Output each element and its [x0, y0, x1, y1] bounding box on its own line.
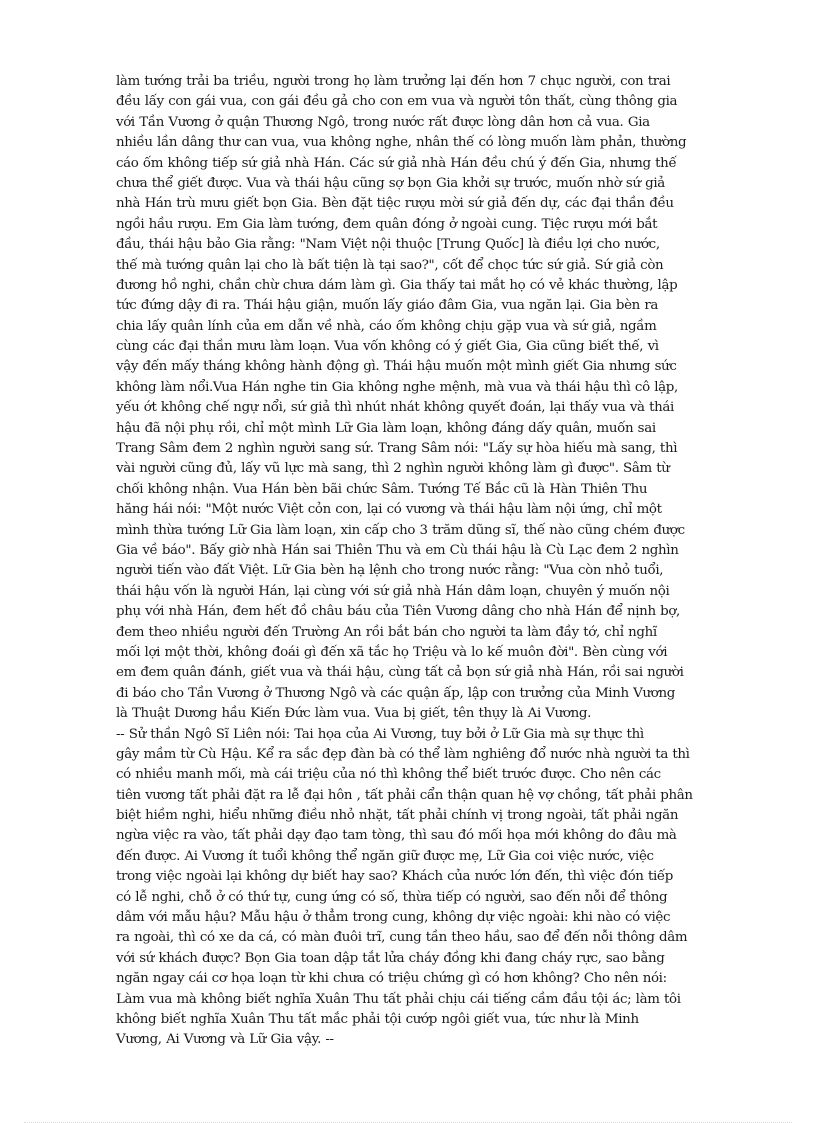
text-line: Trang Sâm đem 2 nghìn người sang sứ. Trang Sâm nói: "Lấy sự hòa hiếu mà sang, thì — [116, 441, 678, 457]
text-line: với Tần Vương ở quận Thương Ngô, trong nước rất được lòng dân hơn cả vua. Gia — [116, 114, 650, 130]
text-line: ngừa việc ra vào, tất phải dạy đạo tam tòng, thì sau đó mối họa mới không do đâu mà — [116, 828, 677, 844]
text-line: không biết nghĩa Xuân Thu tất mắc phải tội cướp ngôi giết vua, tức như là Minh — [116, 1011, 639, 1027]
text-line: vậy đến mấy tháng không hành động gì. Thái hậu muốn một mình giết Gia nhưng sức — [116, 359, 677, 375]
text-line: người tiến vào đất Việt. Lữ Gia bèn hạ lệnh cho trong nước rằng: "Vua còn nhỏ tuổi, — [116, 563, 664, 579]
text-line: đi báo cho Tần Vương ở Thương Ngô và các quận ấp, lập con trưởng của Minh Vương — [116, 685, 675, 701]
text-line: Vương, Ai Vương và Lữ Gia vậy. -- — [116, 1032, 334, 1048]
text-line: đến được. Ai Vương ít tuổi không thể ngăn giữ được mẹ, Lữ Gia coi việc nước, việc — [116, 848, 654, 864]
text-line: với sứ khách được? Bọn Gia toan dập tắt lửa cháy đồng khi đang cháy rực, sao bằng — [116, 950, 665, 966]
text-line: gây mầm từ Cù Hậu. Kể ra sắc đẹp đàn bà có thể làm nghiêng đổ nước nhà người ta thì — [116, 746, 690, 762]
text-line: không làm nổi.Vua Hán nghe tin Gia không nghe mệnh, mà vua và thái hậu thì cô lập, — [116, 379, 678, 395]
text-line: Gia về báo". Bấy giờ nhà Hán sai Thiên Thu và em Cù thái hậu là Cù Lạc đem 2 nghìn — [116, 542, 679, 558]
text-line: thái hậu vốn là người Hán, lại cùng với sứ giả nhà Hán dâm loạn, chuyên ý muốn nội — [116, 583, 670, 599]
text-line: chưa thể giết được. Vua và thái hậu cũng sợ bọn Gia khởi sự trước, muốn nhờ sứ giả — [116, 175, 665, 191]
text-line: có nhiều manh mối, mà cái triệu của nó thì không thể biết trước được. Cho nên các — [116, 767, 661, 783]
text-line: dâm với mẫu hậu? Mẫu hậu ở thẳm trong cung, không dự việc ngoài: khi nào có việc — [116, 910, 671, 926]
text-line: đương hồ nghi, chần chừ chưa dám làm gì. Gia thấy tai mắt họ có vẻ khác thường, lập — [116, 277, 678, 293]
text-line: Làm vua mà không biết nghĩa Xuân Thu tất phải chịu cái tiếng cầm đầu tội ác; làm tôi — [116, 991, 681, 1007]
text-line: chia lấy quân lính của em dẫn về nhà, cáo ốm không chịu gặp vua và sứ giả, ngầm — [116, 318, 657, 334]
text-line: hậu đã nội phụ rồi, chỉ một mình Lữ Gia làm loạn, không đáng dấy quân, muốn sai — [116, 420, 656, 436]
text-line: thế mà tướng quân lại cho là bất tiện là tại sao?", cốt để chọc tức sứ giả. Sứ giả còn — [116, 257, 664, 273]
text-line: hăng hái nói: "Một nước Việt cỏn con, lại có vương và thái hậu làm nội ứng, chỉ một — [116, 502, 662, 518]
text-line: làm tướng trải ba triều, người trong họ làm trưởng lại đến hơn 7 chục người, con trai — [116, 74, 671, 89]
text-line: em đem quân đánh, giết vua và thái hậu, cùng tất cả bọn sứ giả nhà Hán, rồi sai người — [116, 665, 684, 681]
text-line: nhà Hán trù mưu giết bọn Gia. Bèn đặt tiệc rượu mời sứ giả đến dự, các đại thần đều — [116, 196, 674, 212]
text-line: đầu, thái hậu bảo Gia rằng: "Nam Việt nội thuộc [Trung Quốc] là điều lợi cho nước, — [116, 237, 660, 253]
text-line: yếu ớt không chế ngự nổi, sứ giả thì nhút nhát không quyết đoán, lại thấy vua và thái — [116, 400, 674, 416]
text-line: cùng các đại thần mưu làm loạn. Vua vốn không có ý giết Gia, Gia cũng biết thế, vì — [116, 339, 659, 355]
text-line: mình thừa tướng Lữ Gia làm loạn, xin cấp cho 3 trăm dũng sĩ, thế nào cũng chém được — [116, 522, 685, 538]
text-line: cáo ốm không tiếp sứ giả nhà Hán. Các sứ giả nhà Hán đều chú ý đến Gia, nhưng thế — [116, 155, 677, 171]
text-line: có lễ nghi, chỗ ở có thứ tự, cung ứng có số, thừa tiếp có người, sao đến nỗi để thông — [116, 889, 668, 905]
text-line: đem theo nhiều người đến Trường An rồi bắt bán cho người ta làm đầy tớ, chỉ nghĩ — [116, 624, 657, 640]
text-line: là Thuật Dương hầu Kiến Đức làm vua. Vua bị giết, tên thụy là Ai Vương. — [116, 706, 592, 722]
text-line: chối không nhận. Vua Hán bèn bãi chức Sâm. Tướng Tế Bắc cũ là Hàn Thiên Thu — [116, 481, 648, 497]
body-text — [116, 72, 717, 1051]
text-line: phụ với nhà Hán, đem hết đồ châu báu của Tiên Vương dâng cho nhà Hán để nịnh bợ, — [116, 604, 680, 620]
text-line: ngồi hầu rượu. Em Gia làm tướng, đem quân đóng ở ngoài cung. Tiệc rượu mới bắt — [116, 216, 658, 232]
text-line: trong việc ngoài lại không dự biết hay sao? Khách của nước lớn đến, thì việc đón tiếp — [116, 869, 674, 885]
text-line: tiên vương tất phải đặt ra lễ đại hôn , tất phải cẩn thận quan hệ vợ chồng, tất phải phân — [116, 787, 693, 803]
text-line: ngăn ngay cái cơ họa loạn từ khi chưa có triệu chứng gì có hơn không? Cho nên nói: — [116, 971, 667, 987]
text-line: đều lấy con gái vua, con gái đều gả cho con em vua và người tôn thất, cùng thông gia — [116, 94, 678, 110]
text-line: biệt hiềm nghi, hiểu những điều nhỏ nhặt, tất phải chính vị trong ngoài, tất phải ngăn — [116, 808, 679, 824]
text-line: mối lợi một thời, không đoái gì đến xã tắc họ Triệu và lo kế muôn đời". Bèn cùng với — [116, 644, 668, 660]
text-line: vài người cũng đủ, lấy vũ lực mà sang, thì 2 nghìn người không làm gì được". Sâm từ — [116, 461, 670, 477]
text-line: ra ngoài, thì có xe da cá, có màn đuôi trĩ, cung tần theo hầu, sao để đến nỗi thông dâm — [116, 930, 688, 946]
text-line: tức đứng dậy đi ra. Thái hậu giận, muốn lấy giáo đâm Gia, vua ngăn lại. Gia bèn ra — [116, 298, 659, 314]
text-line: -- Sử thần Ngô Sĩ Liên nói: Tai họa của Ai Vương, tuy bởi ở Lữ Gia mà sự thực thì — [116, 726, 644, 742]
text-line: nhiều lần dâng thư can vua, vua không nghe, nhân thế có lòng muốn làm phản, thường — [116, 135, 687, 151]
